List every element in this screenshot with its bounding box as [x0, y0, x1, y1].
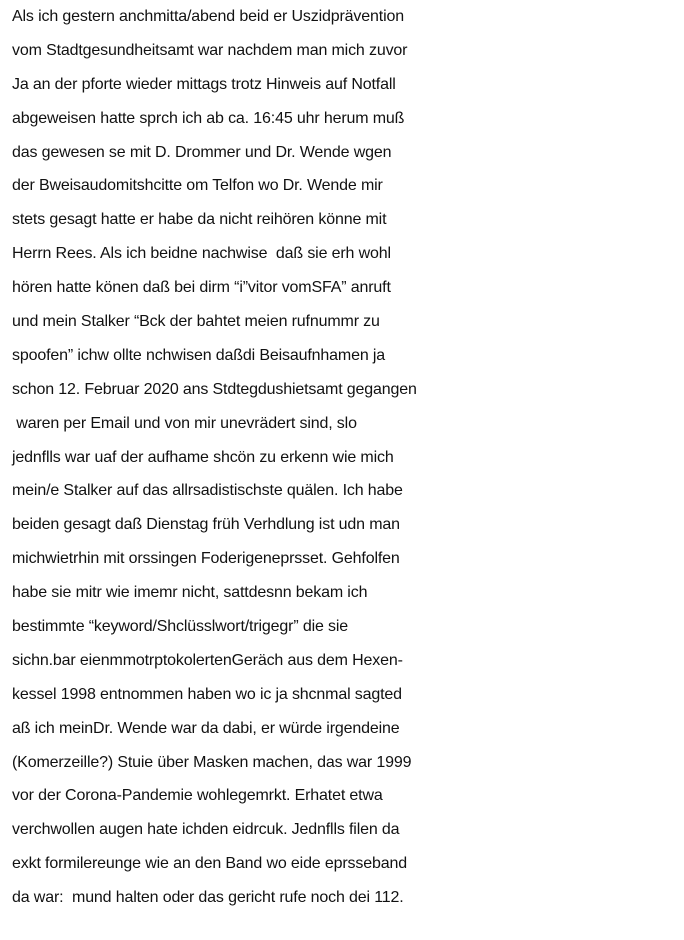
text-line: schon 12. Februar 2020 ans Stdtegdushietsamt gegangen [12, 380, 417, 398]
text-line: Herrn Rees. Als ich beidne nachwise daß sie erh wohl [12, 245, 391, 263]
text-line: vom Stadtgesundheitsamt war nachdem man mich zuvor [12, 41, 408, 59]
text-line: michwietrhin mit orssingen Foderigeneprsset. Gehfolfen [12, 550, 400, 568]
text-line: beiden gesagt daß Dienstag früh Verhdlung ist udn man [12, 516, 400, 534]
text-line: bestimmte “keyword/Shclüsslwort/trigegr” die sie [12, 618, 349, 636]
text-line: (Komerzeille?) Stuie über Masken machen, das war 1999 [12, 753, 412, 771]
text-line: habe sie mitr wie imemr nicht, sattdesnn bekam ich [12, 584, 368, 602]
text-line: spoofen” ichw ollte nchwisen daßdi Beisaufnhamen ja [12, 346, 386, 364]
text-line: Als ich gestern anchmitta/abend beid er Uszidprävention [12, 8, 404, 25]
text-line: da war: mund halten oder das gericht rufe noch dei 112. [12, 889, 404, 907]
text-line: der Bweisaudomitshcitte om Telfon wo Dr. Wende mir [12, 177, 383, 195]
text-line: und mein Stalker “Bck der bahtet meien rufnummr zu [12, 313, 380, 331]
text-line: verchwollen augen hate ichden eidrcuk. Jednflls filen da [12, 821, 400, 839]
text-line: abgeweisen hatte sprch ich ab ca. 16:45 uhr herum muß [12, 109, 405, 127]
text-line: kessel 1998 entnommen haben wo ic ja shcnmal sagted [12, 685, 402, 703]
body-text [12, 0, 684, 915]
text-line: das gewesen se mit D. Drommer und Dr. Wende wgen [12, 143, 392, 161]
text-line: jednflls war uaf der aufhame shcön zu erkenn wie mich [12, 448, 394, 466]
text-line: Ja an der pforte wieder mittags trotz Hinweis auf Notfall [12, 75, 396, 93]
text-line: sichn.bar eienmmotrptokolertenGeräch aus dem Hexen- [12, 651, 403, 669]
text-line: stets gesagt hatte er habe da nicht reihören könne mit [12, 211, 387, 229]
text-line: hören hatte könen daß bei dirm “i”vitor vomSFA” anruft [12, 279, 391, 297]
text-line: exkt formilereunge wie an den Band wo eide eprsseband [12, 855, 407, 873]
text-line: aß ich meinDr. Wende war da dabi, er würde irgendeine [12, 719, 400, 737]
text-line: vor der Corona-Pandemie wohlegemrkt. Erhatet etwa [12, 787, 383, 805]
text-line: waren per Email und von mir unevrädert sind, slo [12, 414, 357, 432]
text-line: mein/e Stalker auf das allrsadistischste quälen. Ich habe [12, 482, 403, 500]
